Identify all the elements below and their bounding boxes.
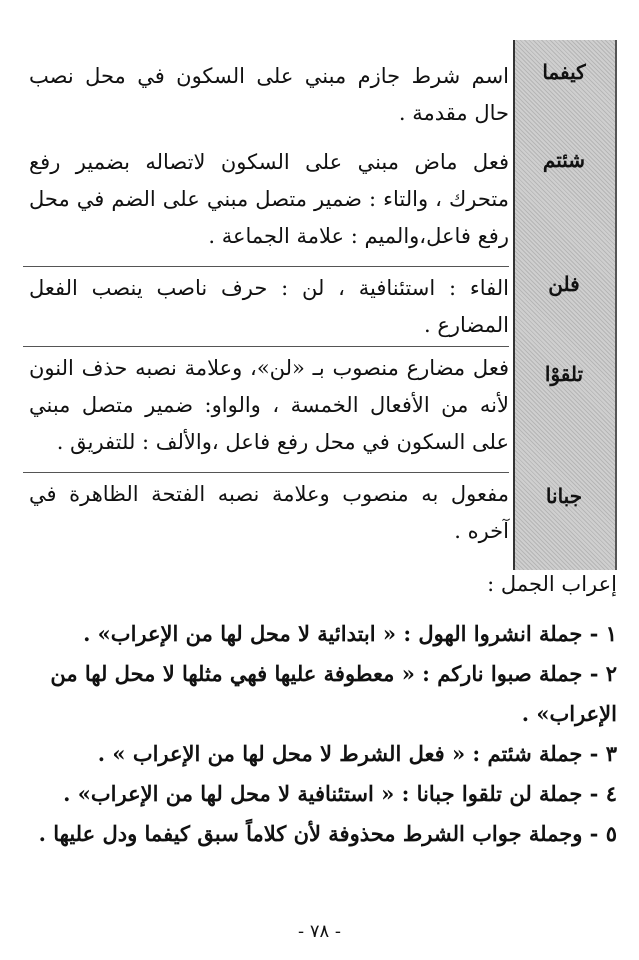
item-text: - جملة انشروا الهول : « ابتدائية لا محل لها من الإعراب» . <box>83 621 599 646</box>
item-number: ٥ <box>605 821 617 846</box>
list-item <box>21 814 617 854</box>
analysis-column <box>29 40 509 570</box>
sentence-list <box>21 614 617 854</box>
row-analysis: الفاء : استئنافية ، لن : حرف ناصب ينصب الفعل المضارع . <box>29 276 509 337</box>
list-item <box>21 614 617 654</box>
item-text: - جملة لن تلقوا جبانا : « استئنافية لا محل لها من الإعراب» . <box>63 781 599 806</box>
row-divider <box>23 346 509 347</box>
item-number: ٢ <box>605 661 617 686</box>
row-analysis: اسم شرط جازم مبني على السكون في محل نصب حال مقدمة . <box>29 64 509 125</box>
item-text: - جملة صبوا ناركم : « معطوفة عليها فهي مثلها لا محل لها من الإعراب» . <box>50 661 617 726</box>
row-analysis: فعل مضارع منصوب بـ «لن»، وعلامة نصبه حذف النون لأنه من الأفعال الخمسة ، والواو: ضمير متصل مبني على السكون في محل رفع فاعل ،والألف : للتفريق . <box>29 356 509 454</box>
row-label: جبانا <box>545 484 583 508</box>
row-divider <box>23 472 509 473</box>
item-number: ٤ <box>605 781 617 806</box>
list-item <box>21 774 617 814</box>
row-label: تلقوْا <box>544 362 584 386</box>
word-label-column <box>513 40 617 570</box>
item-text: - وجملة جواب الشرط محذوفة لأن كلاماً سبق كيفما ودل عليها . <box>38 821 599 846</box>
word-analysis-table <box>13 40 617 570</box>
list-item <box>21 734 617 774</box>
row-label: كيفما <box>542 60 586 84</box>
item-number: ٣ <box>605 741 617 766</box>
item-text: - جملة شئتم : « فعل الشرط لا محل لها من الإعراب » . <box>97 741 599 766</box>
row-divider <box>23 266 509 267</box>
row-analysis: مفعول به منصوب وعلامة نصبه الفتحة الظاهرة في آخره . <box>29 482 509 543</box>
section-title: إعراب الجمل : <box>487 572 617 596</box>
item-number: ١ <box>605 621 617 646</box>
page-number: - ٧٨ - <box>298 921 341 942</box>
row-label: فلن <box>548 272 580 296</box>
row-label: شئتم <box>542 148 586 172</box>
list-item <box>21 654 617 734</box>
row-analysis: فعل ماض مبني على السكون لاتصاله بضمير رفع متحرك ، والتاء : ضمير متصل مبني على الضم في محل رفع فاعل،والميم : علامة الجماعة . <box>29 150 509 248</box>
